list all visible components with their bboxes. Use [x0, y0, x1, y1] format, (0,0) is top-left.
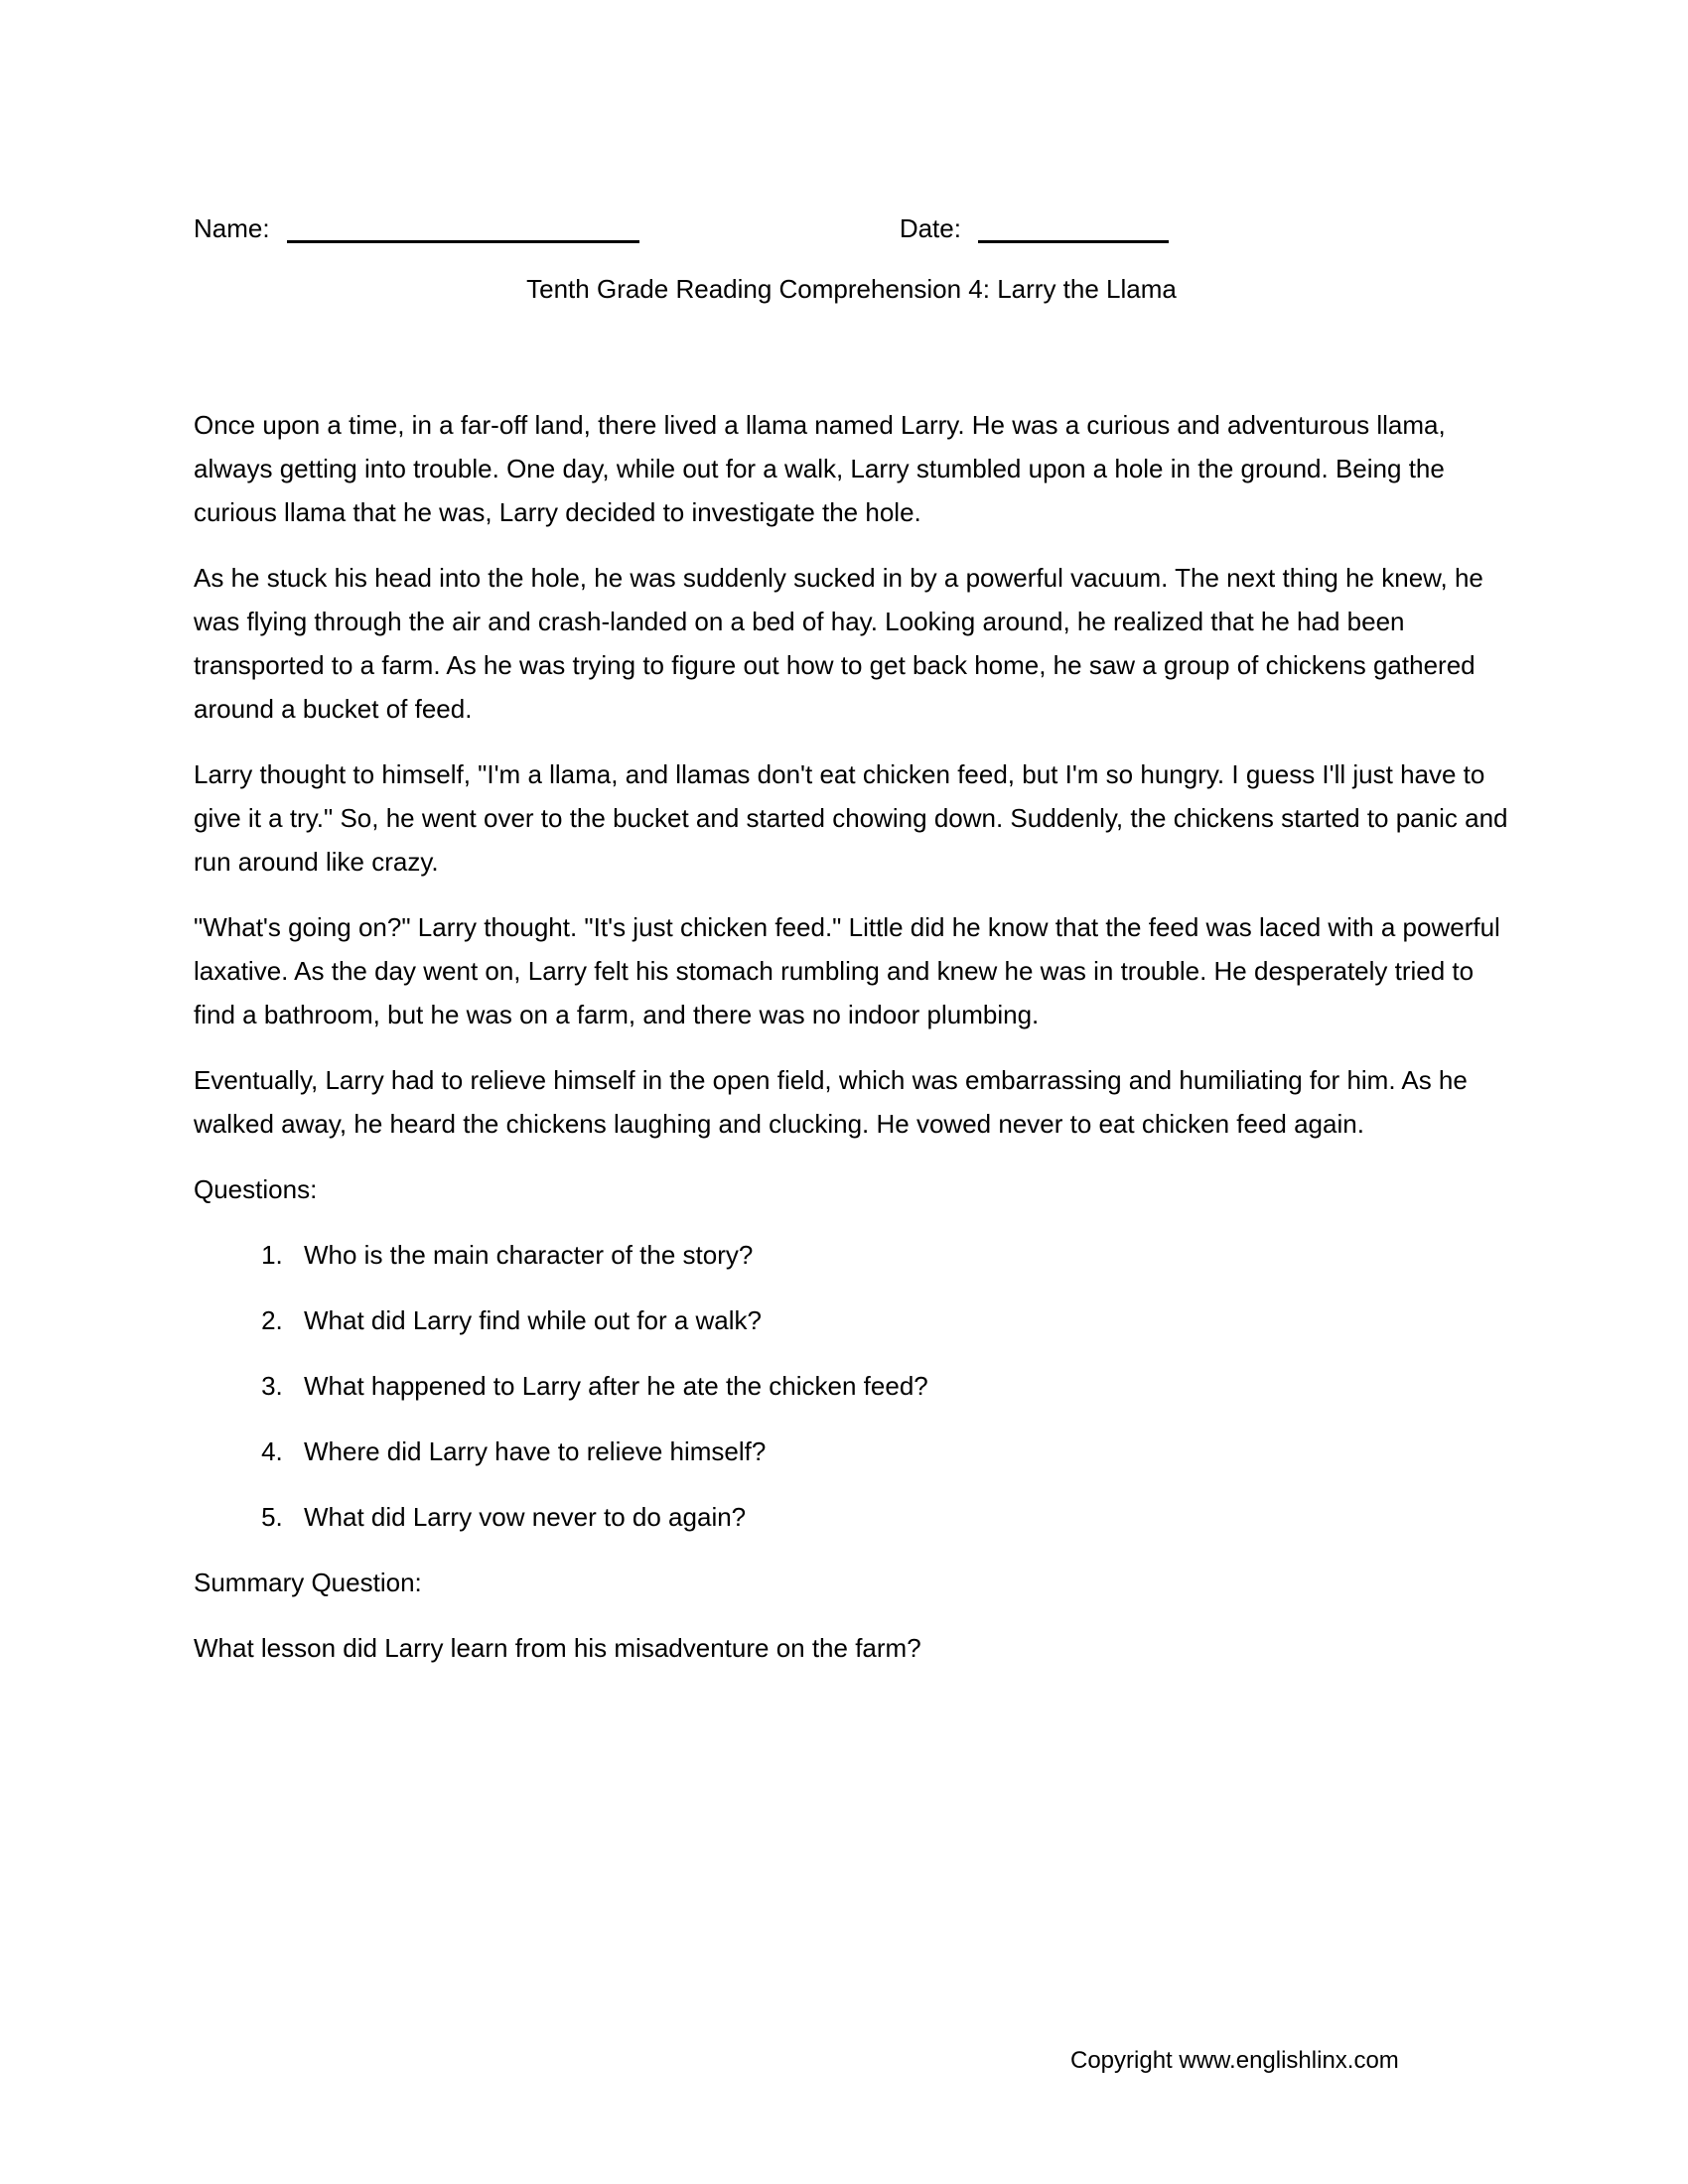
story-paragraph-3: Larry thought to himself, "I'm a llama, and llamas don't eat chicken feed, but I'm so hungry. I guess I'll just have to give it a try." So, he went over to the bucket and started chowing down. Suddenly, the chickens started to panic and run around like crazy.: [194, 759, 1508, 877]
question-item-4: 4. Where did Larry have to relieve himself?: [290, 1430, 1509, 1473]
story-paragraph-4: "What's going on?" Larry thought. "It's just chicken feed." Little did he know that the feed was laced with a powerful laxative. As the day went on, Larry felt his stomach rumbling and knew he was in trouble. He desperately tried to find a bathroom, but he was on a farm, and there was no indoor plumbing.: [194, 912, 1500, 1029]
summary-question-label: Summary Question:: [194, 1568, 422, 1597]
copyright-notice: Copyright www.englishlinx.com: [1070, 2047, 1399, 2074]
date-blank-line: [978, 240, 1169, 243]
name-blank-line: [287, 240, 639, 243]
question-item-5: 5. What did Larry vow never to do again?: [290, 1495, 1509, 1539]
story-paragraph-2: As he stuck his head into the hole, he was suddenly sucked in by a powerful vacuum. The next thing he knew, he was flying through the air and crash-landed on a bed of hay. Looking around, he realized that he had been transported to a farm. As he was trying to figure out how to get back home, he saw a group of chickens gathered around a bucket of feed.: [194, 563, 1483, 724]
name-label: Name:: [194, 213, 270, 243]
question-item-1: 1. Who is the main character of the story?: [290, 1233, 1509, 1277]
worksheet-title: Tenth Grade Reading Comprehension 4: Larry the Llama: [526, 274, 1177, 304]
questions-label: Questions:: [194, 1174, 318, 1204]
date-field: [900, 206, 1169, 250]
questions-list: [194, 1233, 1509, 1539]
story-paragraph-5: Eventually, Larry had to relieve himself in the open field, which was embarrassing and humiliating for him. As he walked away, he heard the chickens laughing and clucking. He vowed never to eat chicken feed again.: [194, 1065, 1468, 1139]
question-item-3: 3. What happened to Larry after he ate the chicken feed?: [290, 1364, 1509, 1408]
name-field: [194, 206, 639, 250]
date-label: Date:: [899, 213, 961, 243]
question-item-2: 2. What did Larry find while out for a walk?: [290, 1298, 1509, 1342]
story-paragraph-1: Once upon a time, in a far-off land, there lived a llama named Larry. He was a curious and adventurous llama, always getting into trouble. One day, while out for a walk, Larry stumbled upon a hole in the ground. Being the curious llama that he was, Larry decided to investigate the hole.: [194, 410, 1446, 527]
summary-question: What lesson did Larry learn from his misadventure on the farm?: [194, 1633, 921, 1663]
header-row: [194, 206, 1509, 250]
